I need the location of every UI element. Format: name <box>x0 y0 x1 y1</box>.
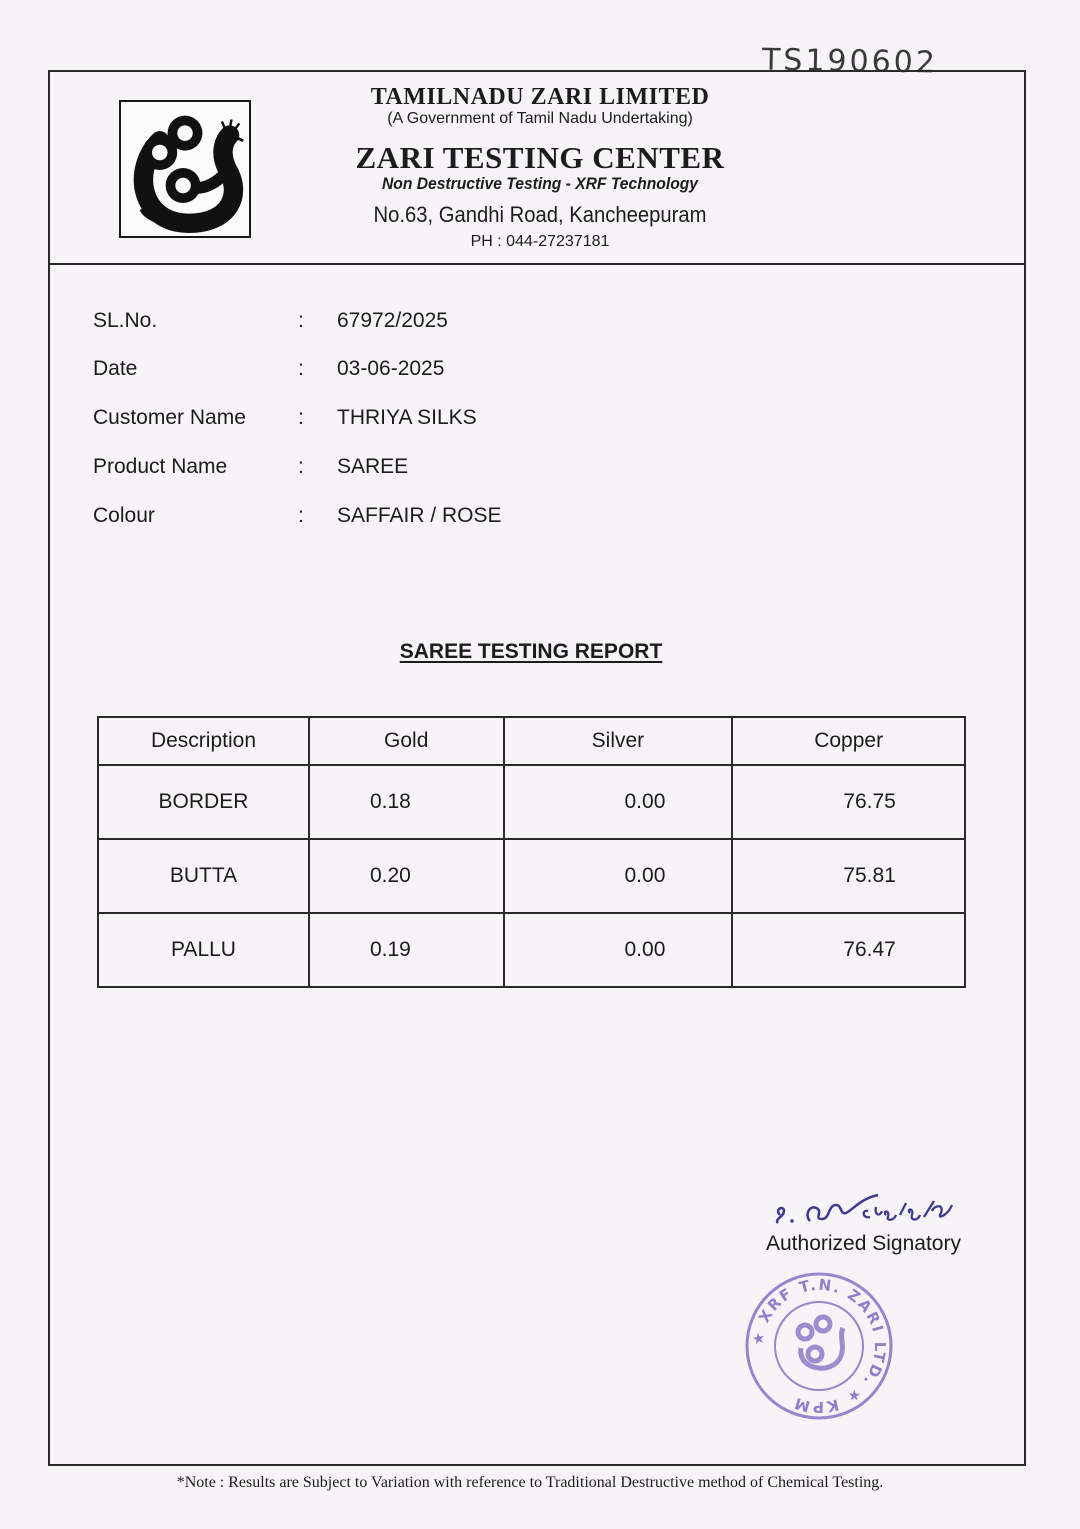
info-label: Date <box>93 357 138 380</box>
info-row-colour <box>0 504 1080 534</box>
organization-subtitle: (A Government of Tamil Nadu Undertaking) <box>387 110 693 127</box>
cell-copper: 75.81 <box>732 839 965 913</box>
table-row <box>98 913 965 987</box>
cell-copper: 76.47 <box>732 913 965 987</box>
info-colon: : <box>298 357 304 380</box>
cell-silver: 0.00 <box>504 913 733 987</box>
cell-silver: 0.00 <box>504 765 733 839</box>
company-logo <box>119 100 251 238</box>
center-name: ZARI TESTING CENTER <box>355 140 725 175</box>
cell-gold: 0.18 <box>309 765 504 839</box>
info-label: Customer Name <box>93 406 246 429</box>
cell-copper: 76.75 <box>732 765 965 839</box>
cell-silver: 0.00 <box>504 839 733 913</box>
cell-gold: 0.20 <box>309 839 504 913</box>
column-header-description: Description <box>98 717 309 765</box>
footer-note: *Note : Results are Subject to Variation with reference to Traditional Destructive method of Chemical Testing. <box>176 1474 884 1491</box>
column-header-gold: Gold <box>309 717 504 765</box>
info-row-date <box>0 357 1080 387</box>
info-value: SAFFAIR / ROSE <box>337 504 502 527</box>
organization-name: TAMILNADU ZARI LIMITED <box>370 84 710 110</box>
info-row-sl-no <box>0 309 1080 339</box>
info-row-customer-name <box>0 406 1080 436</box>
center-phone: PH : 044-27237181 <box>470 233 610 250</box>
info-colon: : <box>298 455 304 478</box>
cell-gold: 0.19 <box>309 913 504 987</box>
info-row-product-name <box>0 455 1080 485</box>
column-header-copper: Copper <box>732 717 965 765</box>
info-label: Product Name <box>93 455 228 478</box>
results-table <box>97 716 966 988</box>
stamp-peacock-icon <box>798 1317 843 1368</box>
cell-description: PALLU <box>98 913 309 987</box>
handwritten-reference: TS190602 <box>761 42 939 81</box>
info-label: Colour <box>93 504 155 527</box>
info-colon: : <box>298 309 304 332</box>
column-header-silver: Silver <box>504 717 733 765</box>
signatory-title: Authorized Signatory <box>766 1232 961 1255</box>
info-colon: : <box>298 504 304 527</box>
official-stamp <box>743 1270 895 1422</box>
cell-description: BORDER <box>98 765 309 839</box>
info-label: SL.No. <box>93 309 158 332</box>
peacock-logo-icon <box>121 102 249 236</box>
info-value: THRIYA SILKS <box>337 406 477 429</box>
table-header-row <box>98 717 965 765</box>
info-colon: : <box>298 406 304 429</box>
table-row <box>98 765 965 839</box>
info-value: 67972/2025 <box>337 309 448 332</box>
info-value: 03-06-2025 <box>337 357 445 380</box>
table-row <box>98 839 965 913</box>
stamp-text: ★ XRF T.N. ZARI LTD. ★ KPM <box>748 1275 890 1417</box>
header-divider <box>48 263 1026 265</box>
info-value: SAREE <box>337 455 409 478</box>
center-technology: Non Destructive Testing - XRF Technology <box>381 174 699 193</box>
center-address: No.63, Gandhi Road, Kancheepuram <box>373 202 707 227</box>
report-title: SAREE TESTING REPORT <box>399 640 663 663</box>
cell-description: BUTTA <box>98 839 309 913</box>
